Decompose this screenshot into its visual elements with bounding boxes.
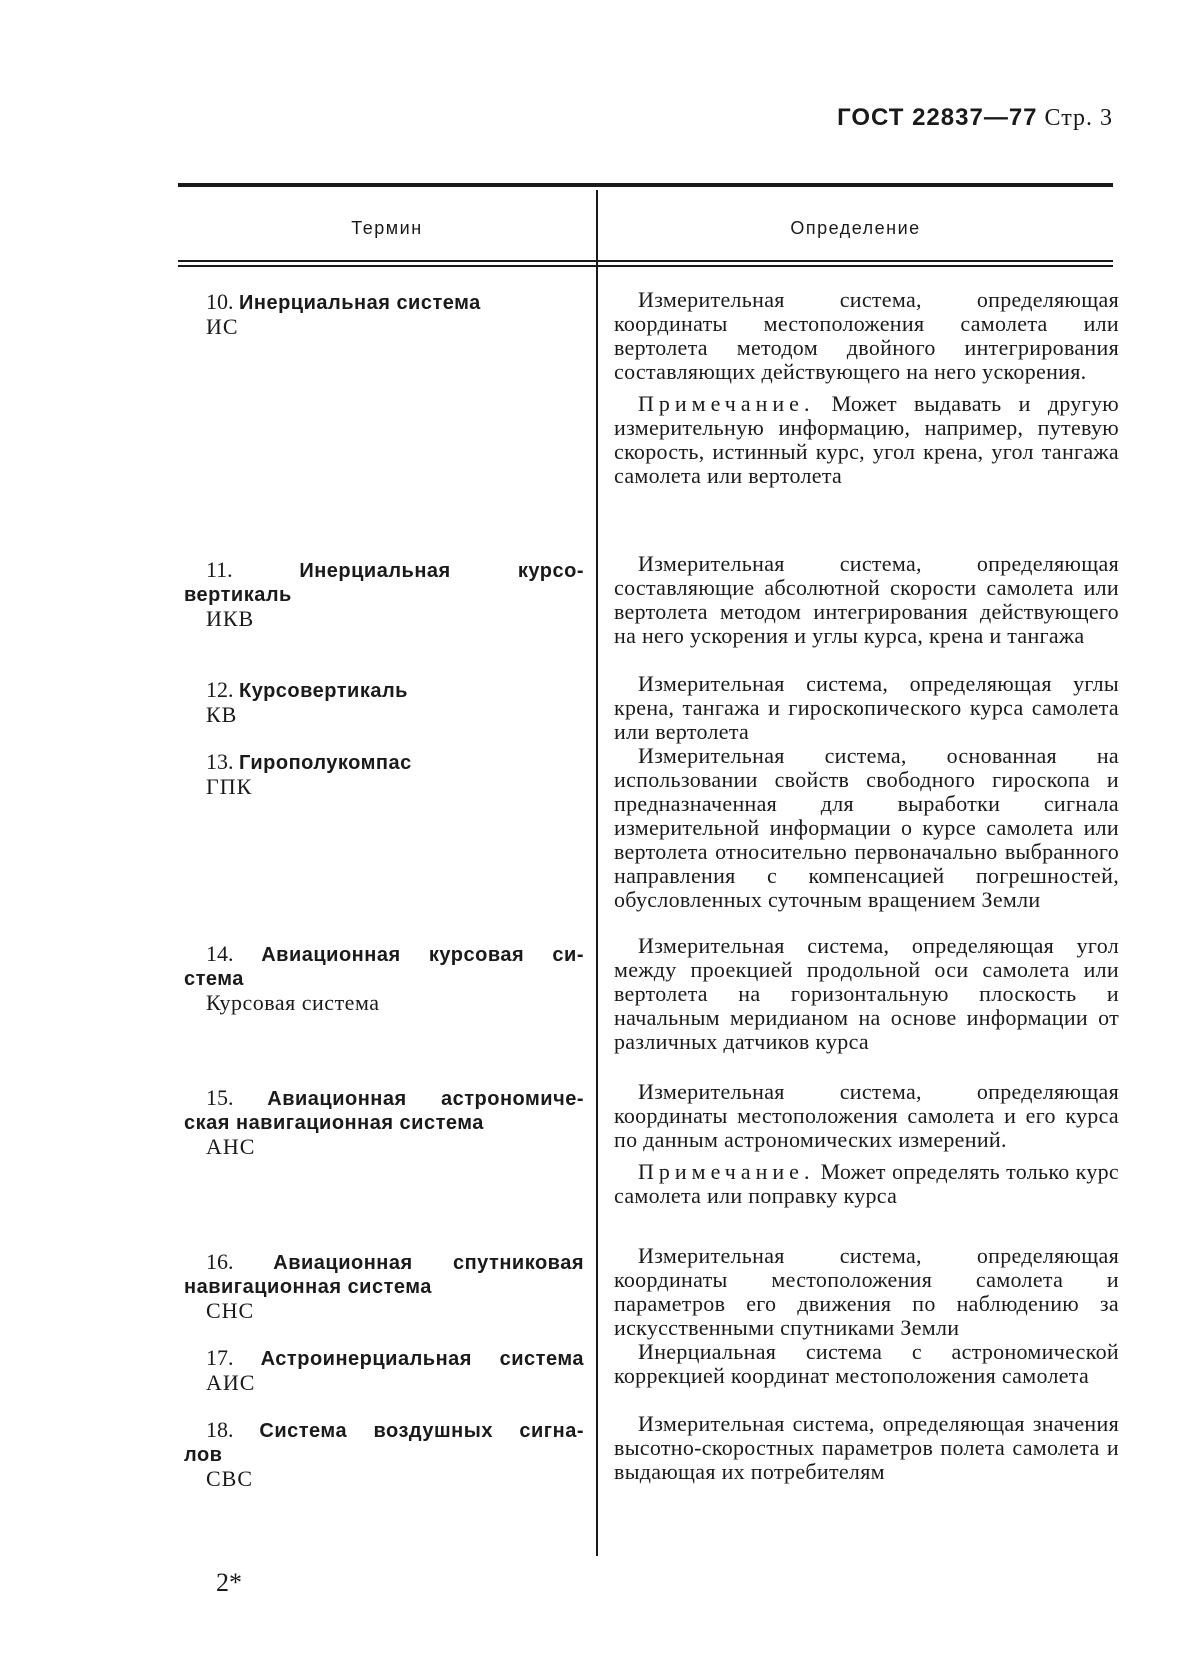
term-name-continued: навигационная система bbox=[184, 1276, 432, 1298]
term-14: 14. Авиационная курсовая си- стема Курсовая система bbox=[184, 941, 585, 1015]
term-11: 11. Инерциальная курсо- вертикаль ИКВ bbox=[184, 557, 584, 631]
term-name: Курсовертикаль bbox=[239, 680, 408, 702]
term-abbreviation: Курсовая система bbox=[206, 990, 380, 1015]
term-abbreviation: СНС bbox=[206, 1298, 255, 1323]
definition-15 bbox=[614, 1080, 1119, 1208]
term-name-continued: стема bbox=[184, 968, 244, 990]
definition-10 bbox=[614, 288, 1119, 488]
definition-12: Измерительная система, определяющая углы крена, тангажа и гироскопического курса самолета или вертолета bbox=[614, 671, 1119, 744]
header-rule-double bbox=[178, 265, 1113, 267]
note-label: Примечание. bbox=[638, 391, 815, 416]
term-name: Гирополукомпас bbox=[239, 752, 412, 774]
term-16: 16. Авиационная спутниковая навигационная система СНС bbox=[184, 1249, 584, 1323]
term-name: Инерциальная система bbox=[239, 292, 481, 314]
term-17: 17. Астроинерциальная система АИС bbox=[184, 1346, 584, 1395]
term-abbreviation: ИС bbox=[206, 314, 239, 339]
page-number: Стр. 3 bbox=[1044, 105, 1113, 131]
table-top-rule bbox=[178, 183, 1113, 187]
term-name: Инерциальная курсо- bbox=[299, 560, 584, 582]
definition-11: Измерительная система, определяющая составляющие абсолютной скорости самолета или вертолета методом интегрирования действующего на него ускорения и углы курса, крена и тангажа bbox=[614, 551, 1119, 648]
term-name-continued: ская навигационная система bbox=[184, 1112, 484, 1134]
term-13: 13. Гирополукомпас ГПК bbox=[184, 750, 584, 799]
term-12: 12. Курсовертикаль КВ bbox=[184, 678, 584, 727]
standard-number: ГОСТ 22837—77 bbox=[837, 104, 1038, 131]
definition-16: Измерительная система, определяющая координаты местоположения самолета и параметров его движения по наблюдению за искусственными спутниками Земли bbox=[614, 1243, 1119, 1340]
term-name-continued: вертикаль bbox=[184, 584, 292, 606]
term-abbreviation: СВС bbox=[206, 1466, 254, 1491]
term-18: 18. Система воздушных сигна- лов СВС bbox=[184, 1417, 584, 1491]
definition-note bbox=[614, 392, 1119, 488]
term-name: Авиационная астрономиче- bbox=[267, 1088, 584, 1110]
note-text: Может выдавать и другую измерительную информацию, например, путевую скорость, истинный курс, угол крена, угол тангажа самолета или вертолета bbox=[614, 391, 1119, 488]
definition-text: Измерительная система, определяющая координаты местоположения самолета или вертолета методом двойного интегрирования составляющих действующего на него ускорения. bbox=[614, 287, 1119, 384]
page-header bbox=[837, 104, 1113, 132]
term-abbreviation: ИКВ bbox=[206, 606, 255, 631]
column-divider bbox=[596, 190, 598, 1556]
term-10: 10. Инерциальная система ИС bbox=[184, 290, 584, 339]
term-name: Система воздушных сигна- bbox=[259, 1420, 584, 1442]
term-name: Астроинерциальная система bbox=[260, 1348, 584, 1370]
header-rule bbox=[178, 260, 1113, 262]
sheet-mark: 2* bbox=[216, 1568, 242, 1597]
note-label: Примечание. bbox=[638, 1159, 815, 1184]
term-name-continued: лов bbox=[184, 1444, 223, 1466]
definition-note bbox=[614, 1160, 1119, 1208]
term-name: Авиационная курсовая си- bbox=[261, 944, 585, 966]
column-header-term: Термин bbox=[351, 218, 423, 238]
definition-text: Измерительная система, определяющая координаты местоположения самолета и его курса по данным астрономических измерений. bbox=[614, 1079, 1119, 1152]
note-text: Может определять только курс самолета или поправку курса bbox=[614, 1159, 1119, 1208]
column-header-definition: Определение bbox=[790, 218, 921, 238]
definition-18: Измерительная система, определяющая значения высотно-скоростных параметров полета самолета и выдающая их потребителям bbox=[614, 1411, 1119, 1484]
term-15: 15. Авиационная астрономиче- ская навигационная система АНС bbox=[184, 1085, 584, 1159]
definition-13: Измерительная система, основанная на использовании свойств свободного гироскопа и предназначенная для выработки сигнала измерительной информации о курсе самолета или вертолета относительно первоначально выбранного направления с компенсацией погрешностей, обусловленных суточным вращением Земли bbox=[614, 743, 1119, 912]
term-abbreviation: ГПК bbox=[206, 774, 253, 799]
term-abbreviation: КВ bbox=[206, 702, 238, 727]
definition-14: Измерительная система, определяющая угол между проекцией продольной оси самолета или вертолета на горизонтальную плоскость и начальным меридианом на основе информации от различных датчиков курса bbox=[614, 933, 1119, 1054]
term-abbreviation: АНС bbox=[206, 1134, 256, 1159]
term-name: Авиационная спутниковая bbox=[273, 1252, 584, 1274]
term-abbreviation: АИС bbox=[206, 1370, 256, 1395]
definition-17: Инерциальная система с астрономической коррекцией координат местоположения самолета bbox=[614, 1339, 1119, 1388]
